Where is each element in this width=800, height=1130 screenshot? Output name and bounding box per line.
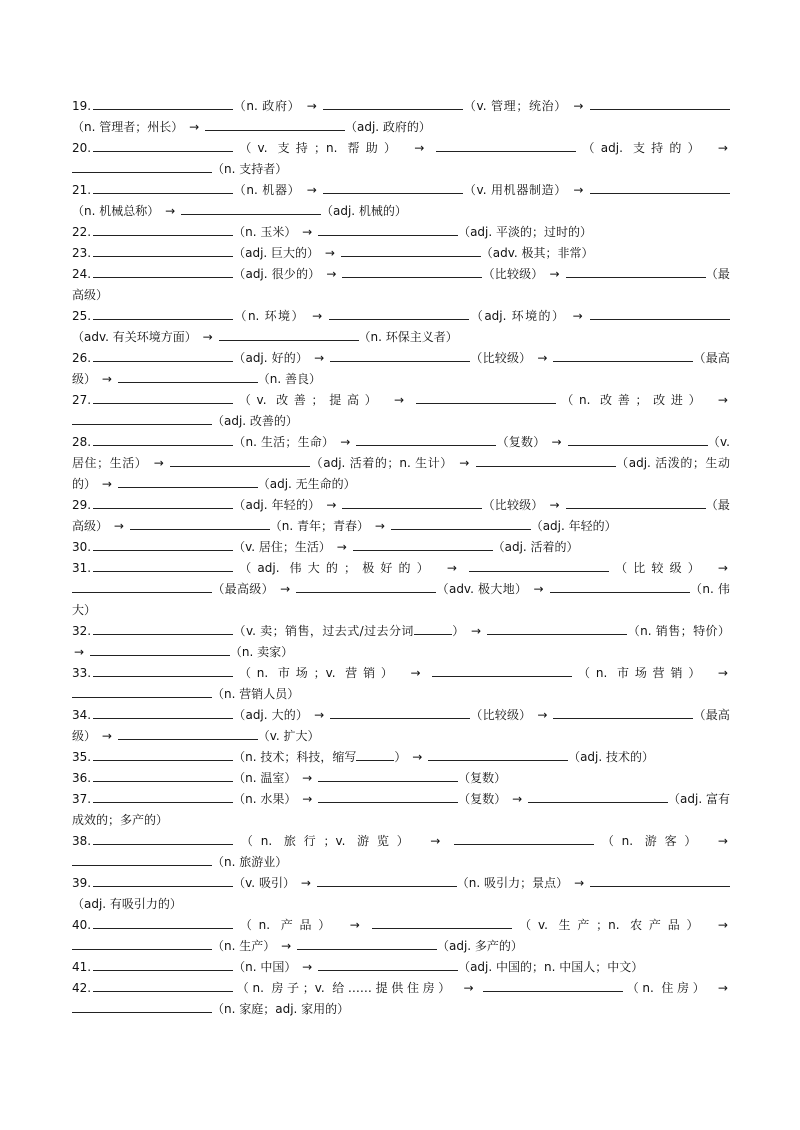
- arrow-icon: →: [101, 729, 112, 743]
- answer-blank[interactable]: [416, 390, 556, 404]
- answer-blank[interactable]: [297, 936, 437, 950]
- word-form-label: （adj. 活着的）: [492, 540, 579, 554]
- vocabulary-item: [72, 390, 730, 432]
- answer-blank[interactable]: [205, 117, 345, 131]
- word-form-label: （n. 技术；科技，缩写: [233, 750, 357, 764]
- answer-blank[interactable]: [590, 96, 730, 110]
- item-number: 40.: [72, 918, 92, 932]
- answer-blank[interactable]: [317, 873, 457, 887]
- word-form-label: （最高级）: [72, 708, 730, 743]
- answer-blank[interactable]: [72, 159, 212, 173]
- item-number: 41.: [72, 960, 92, 974]
- answer-blank[interactable]: [170, 453, 310, 467]
- arrow-icon: →: [393, 393, 405, 407]
- vocabulary-item: [72, 978, 730, 1020]
- vocabulary-item: [72, 789, 730, 831]
- word-form-label: （v. 支持；n. 帮助）: [233, 141, 403, 155]
- answer-blank[interactable]: [553, 348, 693, 362]
- item-number: 30.: [72, 540, 92, 554]
- answer-blank[interactable]: [318, 957, 458, 971]
- word-form-label: （adj. 巨大的）: [233, 246, 320, 260]
- arrow-icon: →: [336, 540, 347, 554]
- arrow-icon: →: [512, 792, 523, 806]
- word-form-label: （n. 水果）: [233, 792, 297, 806]
- answer-blank[interactable]: [550, 579, 690, 593]
- item-number: 35.: [72, 750, 92, 764]
- answer-blank[interactable]: [93, 495, 233, 509]
- item-number: 29.: [72, 498, 92, 512]
- answer-blank[interactable]: [341, 243, 481, 257]
- word-form-label: （n. 吸引力；景点）: [456, 876, 569, 890]
- word-form-label: （n. 政府）: [233, 99, 301, 113]
- answer-blank[interactable]: [219, 327, 359, 341]
- word-form-label: （v. 吸引）: [233, 876, 296, 890]
- arrow-icon: →: [470, 624, 482, 638]
- arrow-icon: →: [414, 141, 425, 155]
- arrow-icon: →: [573, 183, 584, 197]
- word-form-label: （adj. 伟大的；极好的）: [233, 561, 435, 575]
- word-form-label: （adv. 极大地）: [436, 582, 528, 596]
- arrow-icon: →: [314, 351, 325, 365]
- word-form-label: （adj. 大的）: [233, 708, 309, 722]
- word-form-label: （复数）: [458, 771, 507, 785]
- word-form-label: （比较级）: [470, 708, 532, 722]
- answer-blank[interactable]: [93, 768, 233, 782]
- answer-blank[interactable]: [590, 873, 730, 887]
- word-form-label: （adj. 活着的；n. 生计）: [310, 456, 453, 470]
- answer-blank[interactable]: [296, 579, 436, 593]
- item-number: 28.: [72, 435, 92, 449]
- word-form-label: （v. 卖；销售，过去式/过去分词: [233, 624, 414, 638]
- arrow-icon: →: [573, 99, 584, 113]
- word-form-label: （n. 旅游业）: [212, 855, 288, 869]
- arrow-icon: →: [446, 561, 457, 575]
- word-form-label: （n. 善良）: [257, 372, 321, 386]
- arrow-icon: →: [74, 645, 85, 659]
- vocabulary-item: [72, 558, 730, 621]
- answer-blank[interactable]: [566, 264, 706, 278]
- arrow-icon: →: [302, 960, 313, 974]
- arrow-icon: →: [717, 393, 728, 407]
- answer-blank[interactable]: [72, 936, 212, 950]
- arrow-icon: →: [306, 99, 317, 113]
- item-number: 19.: [72, 99, 92, 113]
- arrow-icon: →: [463, 981, 474, 995]
- word-form-label: （n. 伟大）: [72, 582, 730, 617]
- answer-blank[interactable]: [93, 957, 233, 971]
- answer-blank[interactable]: [93, 138, 233, 152]
- answer-blank[interactable]: [566, 495, 706, 509]
- arrow-icon: →: [153, 456, 164, 470]
- answer-blank[interactable]: [72, 852, 212, 866]
- word-form-label: （n. 生产）: [212, 939, 276, 953]
- arrow-icon: →: [717, 141, 728, 155]
- word-form-label: （n. 玉米）: [233, 225, 297, 239]
- word-form-label: （adj. 年轻的）: [530, 519, 617, 533]
- word-form-label: （adj. 多产的）: [436, 939, 523, 953]
- answer-blank[interactable]: [130, 516, 270, 530]
- answer-blank[interactable]: [528, 789, 668, 803]
- vocabulary-worksheet: [72, 96, 730, 1020]
- vocabulary-item: [72, 495, 730, 537]
- inline-answer-blank[interactable]: [356, 747, 394, 761]
- arrow-icon: →: [324, 246, 335, 260]
- word-form-label: （n. 环境）: [233, 309, 305, 323]
- item-number: 36.: [72, 771, 92, 785]
- answer-blank[interactable]: [342, 495, 482, 509]
- answer-blank[interactable]: [487, 621, 627, 635]
- word-form-label: （n. 机器）: [233, 183, 301, 197]
- word-form-label: （adv. 极其；非常）: [480, 246, 594, 260]
- word-form-label: （n. 管理者；州长）: [72, 120, 184, 134]
- answer-blank[interactable]: [353, 537, 493, 551]
- answer-blank[interactable]: [93, 978, 233, 992]
- arrow-icon: →: [300, 876, 311, 890]
- item-number: 42.: [72, 981, 92, 995]
- word-form-label: （n. 中国）: [233, 960, 297, 974]
- vocabulary-item: [72, 264, 730, 306]
- arrow-icon: →: [113, 519, 124, 533]
- arrow-icon: →: [717, 981, 728, 995]
- item-number: 34.: [72, 708, 92, 722]
- word-form-label: （n. 房子；v. 给……提供住房）: [233, 981, 454, 995]
- word-form-label: （adj. 富有成效的；多产的）: [72, 792, 730, 827]
- answer-blank[interactable]: [93, 264, 233, 278]
- arrow-icon: →: [326, 498, 337, 512]
- arrow-icon: →: [430, 834, 441, 848]
- word-form-label: （比较级）: [482, 498, 544, 512]
- word-form-label: （adj. 中国的；n. 中国人；中文）: [458, 960, 644, 974]
- word-form-label: （v. 扩大）: [257, 729, 320, 743]
- word-form-label: ）: [394, 750, 407, 764]
- word-form-label: （v. 改善；提高）: [233, 393, 383, 407]
- vocabulary-item: [72, 537, 730, 558]
- word-form-label: （adj. 技术的）: [568, 750, 655, 764]
- vocabulary-item: [72, 96, 730, 138]
- arrow-icon: →: [374, 519, 385, 533]
- answer-blank[interactable]: [553, 705, 693, 719]
- word-form-label: （adj. 活泼的；生动的）: [72, 456, 730, 491]
- answer-blank[interactable]: [318, 222, 458, 236]
- word-form-label: （n. 产品）: [233, 918, 338, 932]
- word-form-label: （adj. 无生命的）: [257, 477, 356, 491]
- word-form-label: （v. 居住；生活）: [72, 435, 730, 470]
- item-number: 22.: [72, 225, 92, 239]
- answer-blank[interactable]: [118, 726, 258, 740]
- answer-blank[interactable]: [118, 474, 258, 488]
- word-form-label: （比较级）: [608, 561, 706, 575]
- item-number: 37.: [72, 792, 92, 806]
- word-form-label: （n. 家庭；adj. 家用的）: [212, 1002, 350, 1016]
- word-form-label: ）: [451, 624, 465, 638]
- word-form-label: （v. 居住；生活）: [233, 540, 331, 554]
- word-form-label: （adj. 很少的）: [233, 267, 321, 281]
- word-form-label: （n. 青年；青春）: [269, 519, 369, 533]
- word-form-label: （最高级）: [72, 267, 730, 302]
- vocabulary-item: [72, 957, 730, 978]
- word-form-label: （adj. 平淡的；过时的）: [458, 225, 592, 239]
- answer-blank[interactable]: [93, 348, 233, 362]
- arrow-icon: →: [549, 498, 560, 512]
- answer-blank[interactable]: [318, 789, 458, 803]
- word-form-label: （adj. 有吸引力的）: [72, 897, 182, 911]
- arrow-icon: →: [412, 750, 423, 764]
- word-form-label: （v. 生产；n. 农产品）: [512, 918, 706, 932]
- arrow-icon: →: [314, 708, 325, 722]
- item-number: 24.: [72, 267, 92, 281]
- answer-blank[interactable]: [93, 915, 233, 929]
- arrow-icon: →: [302, 225, 313, 239]
- answer-blank[interactable]: [323, 96, 463, 110]
- arrow-icon: →: [717, 918, 728, 932]
- arrow-icon: →: [537, 708, 548, 722]
- answer-blank[interactable]: [323, 180, 463, 194]
- answer-blank[interactable]: [432, 663, 572, 677]
- arrow-icon: →: [340, 435, 351, 449]
- word-form-label: （最高级）: [72, 351, 730, 386]
- item-number: 21.: [72, 183, 92, 197]
- word-form-label: （adj. 支持的）: [576, 141, 706, 155]
- answer-blank[interactable]: [93, 663, 233, 677]
- word-form-label: （n. 生活；生命）: [233, 435, 335, 449]
- word-form-label: （adj. 改善的）: [212, 414, 298, 428]
- answer-blank[interactable]: [590, 180, 730, 194]
- answer-blank[interactable]: [428, 747, 568, 761]
- vocabulary-item: [72, 138, 730, 180]
- arrow-icon: →: [165, 204, 176, 218]
- answer-blank[interactable]: [93, 621, 233, 635]
- word-form-label: （adj. 环境的）: [469, 309, 566, 323]
- arrow-icon: →: [202, 330, 213, 344]
- answer-blank[interactable]: [93, 873, 233, 887]
- arrow-icon: →: [281, 939, 292, 953]
- answer-blank[interactable]: [93, 306, 233, 320]
- vocabulary-item: [72, 180, 730, 222]
- answer-blank[interactable]: [72, 579, 212, 593]
- word-form-label: （v. 管理；统治）: [463, 99, 567, 113]
- word-form-label: （n. 市场营销）: [572, 666, 707, 680]
- answer-blank[interactable]: [476, 453, 616, 467]
- answer-blank[interactable]: [93, 390, 233, 404]
- answer-blank[interactable]: [469, 558, 609, 572]
- word-form-label: （adj. 年轻的）: [233, 498, 321, 512]
- answer-blank[interactable]: [93, 537, 233, 551]
- arrow-icon: →: [302, 792, 313, 806]
- inline-answer-blank[interactable]: [414, 621, 452, 635]
- arrow-icon: →: [572, 309, 583, 323]
- vocabulary-item: [72, 306, 730, 348]
- word-form-label: （最高级）: [72, 498, 730, 533]
- word-form-label: （n. 支持者）: [212, 162, 288, 176]
- item-number: 33.: [72, 666, 92, 680]
- arrow-icon: →: [349, 918, 360, 932]
- word-form-label: （比较级）: [470, 351, 532, 365]
- answer-blank[interactable]: [118, 369, 258, 383]
- vocabulary-item: [72, 705, 730, 747]
- word-form-label: （adv. 有关环境方面）: [72, 330, 197, 344]
- arrow-icon: →: [189, 120, 200, 134]
- vocabulary-item: [72, 915, 730, 957]
- vocabulary-item: [72, 222, 730, 243]
- word-form-label: （n. 环保主义者）: [358, 330, 458, 344]
- arrow-icon: →: [717, 834, 728, 848]
- answer-blank[interactable]: [330, 705, 470, 719]
- arrow-icon: →: [302, 771, 313, 785]
- word-form-label: （adj. 政府的）: [344, 120, 431, 134]
- answer-blank[interactable]: [330, 348, 470, 362]
- arrow-icon: →: [549, 267, 560, 281]
- answer-blank[interactable]: [181, 201, 321, 215]
- vocabulary-item: [72, 768, 730, 789]
- word-form-label: （v. 用机器制造）: [463, 183, 567, 197]
- answer-blank[interactable]: [93, 180, 233, 194]
- answer-blank[interactable]: [93, 705, 233, 719]
- item-number: 27.: [72, 393, 92, 407]
- arrow-icon: →: [537, 351, 548, 365]
- item-number: 31.: [72, 561, 92, 575]
- arrow-icon: →: [551, 435, 562, 449]
- answer-blank[interactable]: [93, 789, 233, 803]
- arrow-icon: →: [533, 582, 544, 596]
- answer-blank[interactable]: [372, 915, 512, 929]
- word-form-label: （n. 营销人员）: [212, 687, 300, 701]
- arrow-icon: →: [101, 477, 112, 491]
- item-number: 20.: [72, 141, 92, 155]
- word-form-label: （n. 市场；v. 营销）: [233, 666, 399, 680]
- arrow-icon: →: [326, 267, 337, 281]
- arrow-icon: →: [306, 183, 317, 197]
- item-number: 23.: [72, 246, 92, 260]
- vocabulary-item: [72, 348, 730, 390]
- word-form-label: （复数）: [458, 792, 507, 806]
- answer-blank[interactable]: [72, 411, 212, 425]
- arrow-icon: →: [280, 582, 291, 596]
- answer-blank[interactable]: [318, 768, 458, 782]
- arrow-icon: →: [574, 876, 585, 890]
- word-form-label: （n. 改善；改进）: [555, 393, 707, 407]
- word-form-label: （n. 游客）: [594, 834, 705, 848]
- arrow-icon: →: [717, 561, 728, 575]
- answer-blank[interactable]: [72, 999, 212, 1013]
- answer-blank[interactable]: [342, 264, 482, 278]
- answer-blank[interactable]: [356, 432, 496, 446]
- word-form-label: （n. 旅行；v. 游览）: [233, 834, 417, 848]
- item-number: 39.: [72, 876, 92, 890]
- answer-blank[interactable]: [72, 684, 212, 698]
- arrow-icon: →: [101, 372, 112, 386]
- answer-blank[interactable]: [391, 516, 531, 530]
- answer-blank[interactable]: [93, 96, 233, 110]
- answer-blank[interactable]: [483, 978, 623, 992]
- arrow-icon: →: [410, 666, 421, 680]
- word-form-label: （adj. 好的）: [233, 351, 309, 365]
- answer-blank[interactable]: [93, 243, 233, 257]
- word-form-label: （n. 卖家）: [229, 645, 294, 659]
- word-form-label: （n. 销售；特价）: [627, 624, 730, 638]
- answer-blank[interactable]: [90, 642, 230, 656]
- item-number: 38.: [72, 834, 92, 848]
- answer-blank[interactable]: [93, 432, 233, 446]
- vocabulary-item: [72, 621, 730, 663]
- answer-blank[interactable]: [568, 432, 708, 446]
- word-form-label: （n. 温室）: [233, 771, 297, 785]
- vocabulary-item: [72, 873, 730, 915]
- answer-blank[interactable]: [93, 831, 233, 845]
- item-number: 25.: [72, 309, 92, 323]
- word-form-label: （最高级）: [212, 582, 274, 596]
- arrow-icon: →: [717, 666, 728, 680]
- vocabulary-item: [72, 747, 730, 768]
- word-form-label: （adj. 机械的）: [320, 204, 407, 218]
- answer-blank[interactable]: [454, 831, 594, 845]
- item-number: 32.: [72, 624, 92, 638]
- answer-blank[interactable]: [329, 306, 469, 320]
- answer-blank[interactable]: [93, 222, 233, 236]
- answer-blank[interactable]: [436, 138, 576, 152]
- word-form-label: （n. 住房）: [623, 981, 709, 995]
- word-form-label: （复数）: [496, 435, 546, 449]
- vocabulary-item: [72, 243, 730, 264]
- vocabulary-item: [72, 663, 730, 705]
- vocabulary-item: [72, 831, 730, 873]
- item-number: 26.: [72, 351, 92, 365]
- word-form-label: （n. 机械总称）: [72, 204, 160, 218]
- arrow-icon: →: [312, 309, 323, 323]
- word-form-label: （比较级）: [482, 267, 544, 281]
- answer-blank[interactable]: [590, 306, 730, 320]
- answer-blank[interactable]: [93, 558, 233, 572]
- vocabulary-item: [72, 432, 730, 495]
- arrow-icon: →: [459, 456, 470, 470]
- answer-blank[interactable]: [93, 747, 233, 761]
